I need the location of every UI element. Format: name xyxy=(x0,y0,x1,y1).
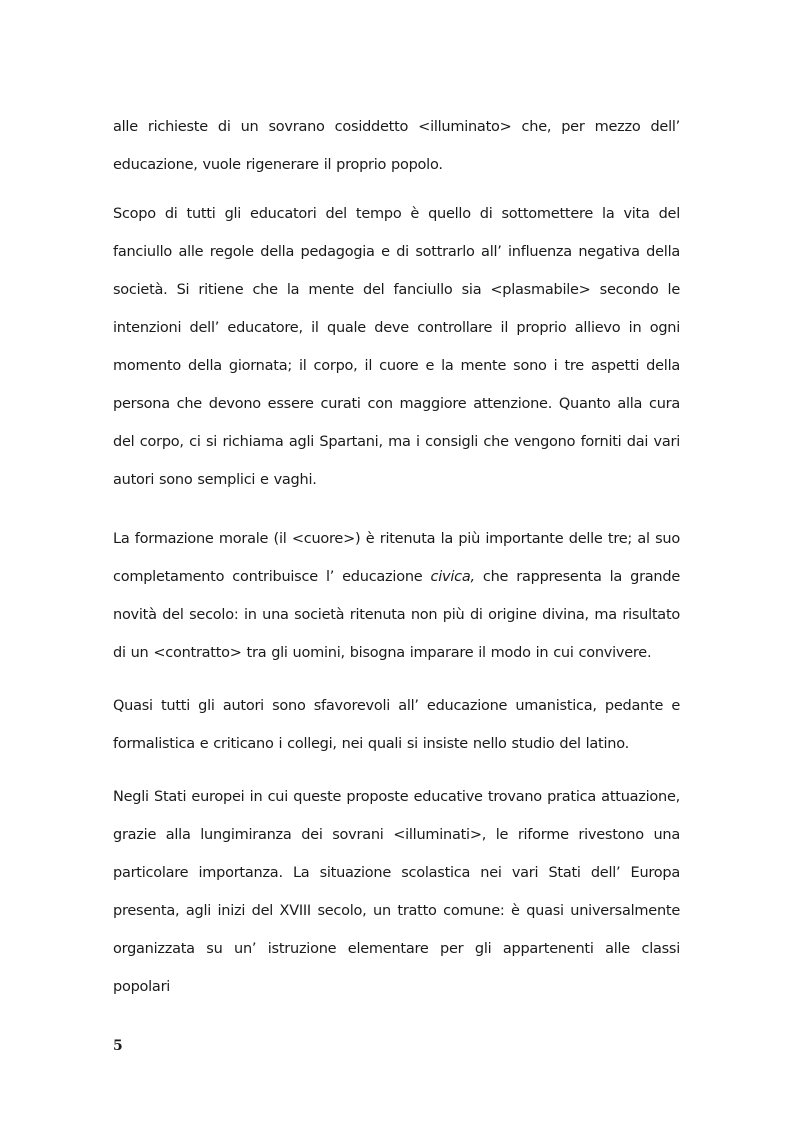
paragraph-1: alle richieste di un sovrano cosiddetto <illuminato> che, per mezzo dell’ educazione, vuole rigenerare il proprio popolo. xyxy=(113,119,680,173)
paragraph-4: Quasi tutti gli autori sono sfavorevoli all’ educazione umanistica, pedante e formalistica e criticano i collegi, nei quali si insiste nello studio del latino. xyxy=(113,698,680,752)
paragraph-3 xyxy=(113,520,680,672)
page-number: 5 xyxy=(113,1038,123,1054)
paragraph-3-text-before: La formazione morale (il <cuore>) è ritenuta la più importante delle tre; al suo completamento contribuisce l’ educazione xyxy=(113,531,680,585)
paragraph-3-emphasis: civica, xyxy=(430,569,475,585)
paragraph-3-text-after: che rappresenta la grande novità del secolo: in una società ritenuta non più di origine divina, ma risultato di un <contratto> tra gli uomini, bisogna imparare il modo in cui convivere. xyxy=(113,569,680,661)
paragraph-2: Scopo di tutti gli educatori del tempo è quello di sottomettere la vita del fanciullo alle regole della pedagogia e di sottrarlo all’ influenza negativa della società. Si ritiene che la mente del fanciullo sia <plasmabile> secondo le intenzioni dell’ educatore, il quale deve controllare il proprio allievo in ogni momento della giornata; il corpo, il cuore e la mente sono i tre aspetti della persona che devono essere curati con maggiore attenzione. Quanto alla cura del corpo, ci si richiama agli Spartani, ma i consigli che vengono forniti dai vari autori sono semplici e vaghi. xyxy=(113,206,680,488)
paragraph-5: Negli Stati europei in cui queste proposte educative trovano pratica attuazione, grazie alla lungimiranza dei sovrani <illuminati>, le riforme rivestono una particolare importanza. La situazione scolastica nei vari Stati dell’ Europa presenta, agli inizi del XVIII secolo, un tratto comune: è quasi universalmente organizzata su un’ istruzione elementare per gli appartenenti alle classi popolari xyxy=(113,789,680,995)
